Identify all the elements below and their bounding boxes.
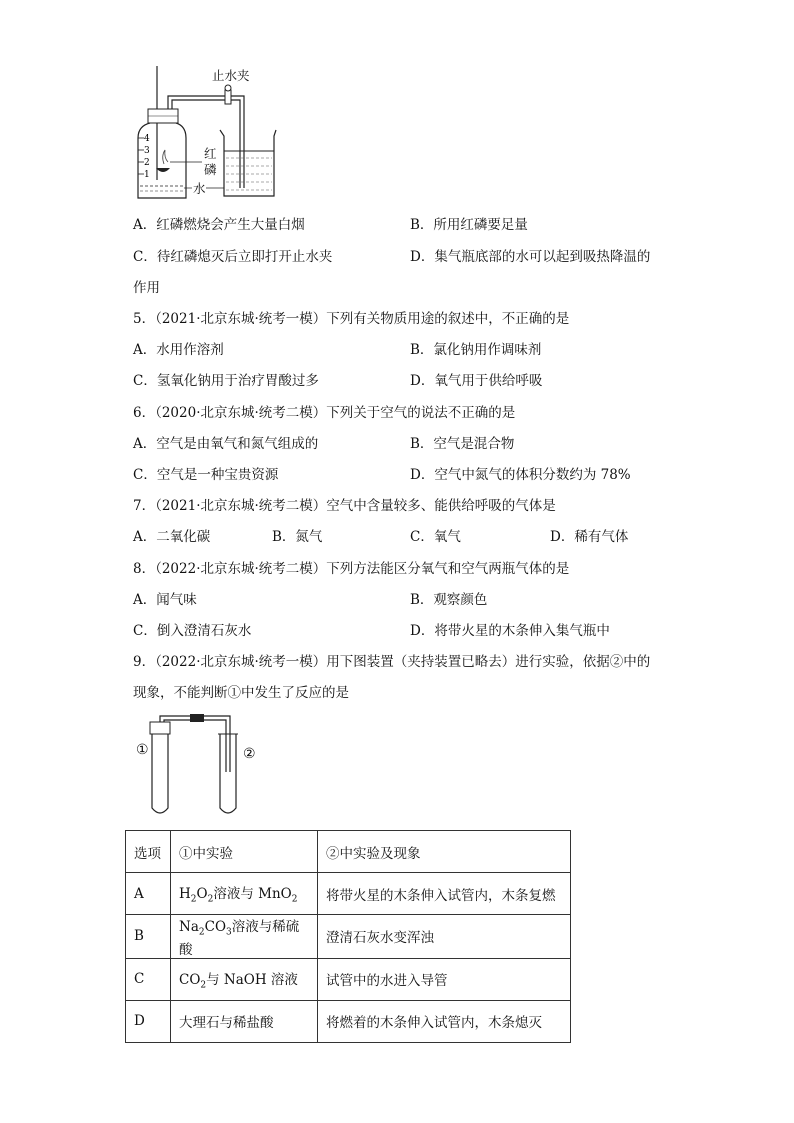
red-phosphorus-label-1: 红: [204, 146, 217, 161]
q7-stem: 7．（2021·北京东城·统考二模）空气中含量较多、能供给呼吸的气体是: [133, 498, 556, 514]
q4-option-d: D．集气瓶底部的水可以起到吸热降温的: [410, 249, 651, 265]
header-option: 选项: [126, 831, 171, 873]
q6-option-d: D．空气中氮气的体积分数约为 78%: [410, 467, 631, 483]
scale-mark-2: 2: [144, 158, 150, 168]
q5-option-d: D．氧气用于供给呼吸: [410, 373, 543, 389]
q7-option-c: C．氧气: [410, 529, 461, 545]
row-experiment: 大理石与稀盐酸: [171, 1000, 318, 1042]
q7-option-a: A．二氧化碳: [133, 529, 211, 545]
row-result: 将带火星的木条伸入试管内，木条复燃: [318, 873, 571, 915]
row-experiment: $Na_2CO_3$溶液与稀硫酸: [171, 915, 318, 959]
q6-option-a: A．空气是由氧气和氮气组成的: [133, 436, 319, 452]
scale-mark-4: 4: [144, 134, 150, 144]
table-row: [126, 915, 571, 959]
scale-mark-1: 1: [144, 170, 150, 180]
tube-2-label: ②: [243, 746, 256, 762]
q7-option-d: D．稀有气体: [550, 529, 629, 545]
row-option: A: [126, 873, 171, 915]
header-exp1: ①中实验: [171, 831, 318, 873]
q8-option-d: D．将带火星的木条伸入集气瓶中: [410, 623, 610, 639]
clip-label: 止水夹: [212, 68, 250, 83]
q4-option-a: A．红磷燃烧会产生大量白烟: [133, 217, 305, 233]
q4-option-c: C．待红磷熄灭后立即打开止水夹: [133, 249, 333, 265]
table-row: [126, 873, 571, 915]
q9-stem-line-1: 9．（2022·北京东城·统考一模）用下图装置（夹持装置已略去）进行实验，依据②中的: [133, 654, 651, 670]
q5-option-c: C．氢氧化钠用于治疗胃酸过多: [133, 373, 319, 389]
tube-1-label: ①: [136, 742, 149, 758]
q5-stem: 5．（2021·北京东城·统考一模）下列有关物质用途的叙述中，不正确的是: [133, 311, 570, 327]
table-header-row: [126, 831, 571, 873]
row-option: B: [126, 915, 171, 959]
q7-option-b: B．氮气: [272, 529, 323, 545]
row-result: 试管中的水进入导管: [318, 958, 571, 1000]
q9-options-table: [125, 830, 571, 1043]
header-exp2: ②中实验及现象: [318, 831, 571, 873]
q8-option-b: B．观察颜色: [410, 592, 488, 608]
q6-option-c: C．空气是一种宝贵资源: [133, 467, 279, 483]
q8-stem: 8．（2022·北京东城·统考二模）下列方法能区分氧气和空气两瓶气体的是: [133, 561, 570, 577]
row-experiment: $H_2O_2$溶液与 MnO$_2$: [171, 873, 318, 915]
water-label: 水: [193, 181, 206, 196]
row-option: D: [126, 1000, 171, 1042]
scale-mark-3: 3: [144, 146, 150, 156]
q5-option-a: A．水用作溶剂: [133, 342, 224, 358]
test-tubes-figure: [130, 712, 260, 818]
q4-option-b: B．所用红磷要足量: [410, 217, 528, 233]
q9-stem-line-2: 现象，不能判断①中发生了反应的是: [133, 685, 349, 701]
table-row: [126, 958, 571, 1000]
q4-option-d-continued: 作用: [133, 280, 160, 296]
row-option: C: [126, 958, 171, 1000]
q6-stem: 6．（2020·北京东城·统考二模）下列关于空气的说法不正确的是: [133, 405, 516, 421]
table-row: [126, 1000, 571, 1042]
q8-option-c: C．倒入澄清石灰水: [133, 623, 252, 639]
q8-option-a: A．闻气味: [133, 592, 197, 608]
row-result: 将燃着的木条伸入试管内，木条熄灭: [318, 1000, 571, 1042]
row-experiment: $CO_2$与 NaOH 溶液: [171, 958, 318, 1000]
red-phosphorus-label-2: 磷: [204, 162, 217, 177]
row-result: 澄清石灰水变浑浊: [318, 915, 571, 959]
q5-option-b: B．氯化钠用作调味剂: [410, 342, 542, 358]
q6-option-b: B．空气是混合物: [410, 436, 515, 452]
